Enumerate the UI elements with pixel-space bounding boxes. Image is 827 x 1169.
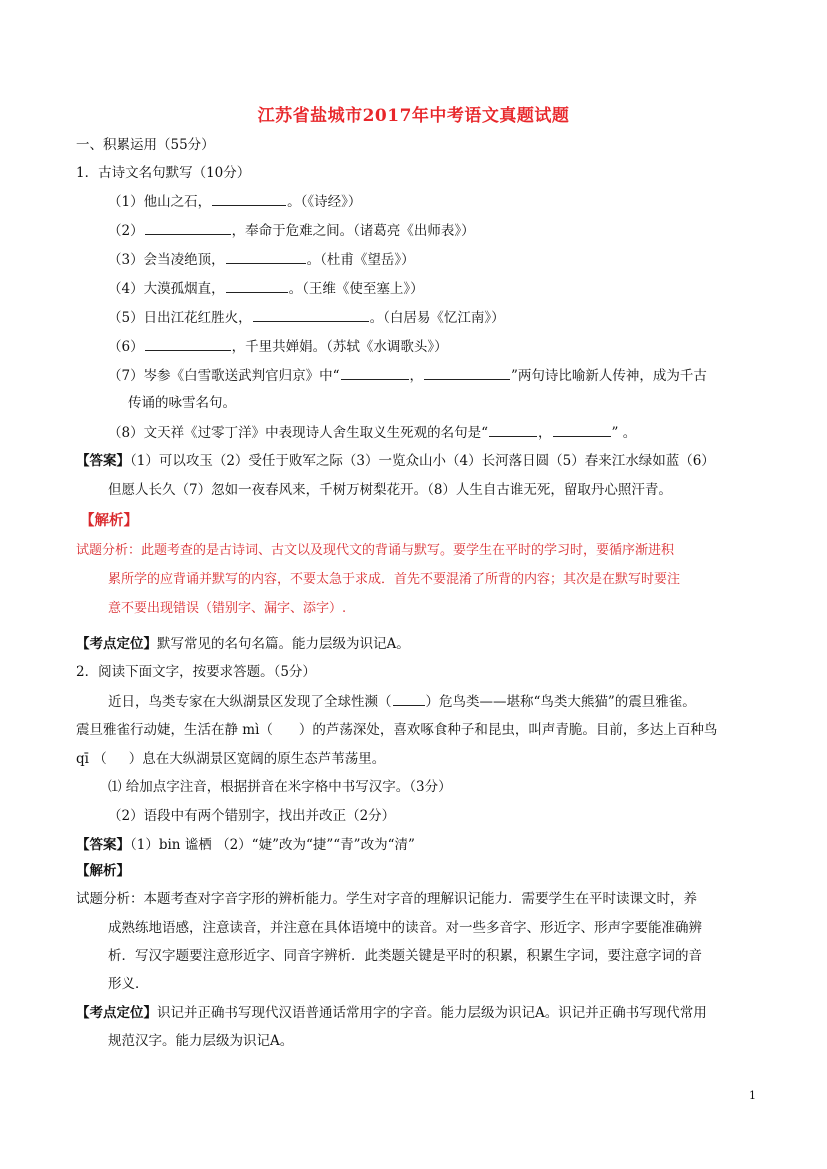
q1-item-4-post: 。（王维《使至塞上》）	[288, 281, 424, 297]
q1-item-6	[108, 337, 448, 356]
q1-item-7-post: ”两句诗比喻新人传神，成为千古	[511, 368, 707, 384]
q1-item-5	[108, 308, 505, 327]
q2-paragraph-line-2	[76, 721, 717, 739]
q1-item-4	[108, 279, 424, 298]
q1-item-2	[108, 221, 475, 240]
kaodian-text: 识记并正确书写现代汉语普通话常用字的字音。能力层级为识记A。识记并正确书写现代常用	[157, 1005, 707, 1021]
q1-analysis-label: 【解析】	[80, 512, 138, 529]
answer-blank	[553, 423, 611, 437]
q1-item-8	[108, 423, 636, 442]
q1-item-6-post: ，千里共婵娟。（苏轼《水调歌头》）	[231, 339, 448, 355]
answer-blank	[341, 366, 409, 380]
q1-item-1	[108, 192, 361, 211]
q1-item-1-post: 。（《诗经》）	[287, 194, 362, 210]
q1-item-8-post: ” 。	[611, 425, 637, 441]
q2-p3-a: qī （	[76, 751, 107, 767]
answer-blank	[145, 337, 231, 351]
kaodian-label: 【考点定位】	[76, 636, 157, 652]
q1-item-6-pre: （6）	[108, 339, 144, 355]
section-heading: 一、积累运用（55分）	[76, 137, 215, 153]
q1-item-7-continued: 传诵的咏雪名句。	[128, 395, 236, 411]
q2-p1-b: ）危鸟类——堪称“鸟类大熊猫”的震旦雅雀。	[425, 694, 696, 710]
q1-item-5-post: 。（白居易《忆江南》）	[369, 310, 505, 326]
q1-item-4-pre: （4）大漠孤烟直，	[108, 281, 225, 297]
q2-sub-question-1: ⑴ 给加点字注音，根据拼音在米字格中书写汉字。（3分）	[108, 779, 452, 795]
q1-item-7-mid: ，	[409, 368, 423, 384]
q2-paragraph-line-3	[76, 750, 385, 768]
document-title: 江苏省盐城市2017年中考语文真题试题	[257, 106, 570, 126]
q1-answer-line-1	[76, 452, 715, 470]
q1-item-2-pre: （2）	[108, 223, 144, 239]
q2-p2-b: ）的芦荡深处，喜欢啄食种子和昆虫，叫声青脆。目前，多达上百种鸟	[298, 722, 718, 738]
q1-item-5-pre: （5）日出江花红胜火，	[108, 310, 252, 326]
q2-kaodian-line-2: 规范汉字。能力层级为识记A。	[108, 1033, 294, 1049]
answer-blank	[424, 366, 510, 380]
q1-kaodian	[76, 635, 410, 653]
kaodian-text: 默写常见的名句名篇。能力层级为识记A。	[157, 636, 410, 652]
answer-blank	[253, 308, 369, 322]
q2-paragraph-line-1	[108, 692, 696, 711]
page-number: 1	[749, 1089, 756, 1102]
q2-p3-b: ）息在大纵湖景区宽阔的原生态芦苇荡里。	[128, 751, 386, 767]
q1-analysis-line-3: 意不要出现错误（错别字、漏字、添字）.	[108, 601, 347, 616]
q1-item-1-pre: （1）他山之石，	[108, 194, 212, 210]
answer-blank	[145, 221, 231, 235]
q2-analysis-line-2: 成熟练地语感，注意读音，并注意在具体语境中的读音。对一些多音字、形近字、形声字要能准确辨	[108, 920, 702, 936]
answer-blank	[212, 192, 286, 206]
answer-blank	[489, 423, 537, 437]
answer-blank	[226, 279, 288, 293]
q2-answer	[76, 836, 415, 854]
answer-blank	[393, 692, 425, 706]
answer-label: 【答案】	[76, 453, 130, 469]
q2-analysis-line-1: 试题分析：本题考查对字音字形的辨析能力。学生对字音的理解识记能力．需要学生在平时读课文时，养	[76, 891, 697, 907]
answer-blank	[226, 250, 306, 264]
q2-analysis-label: 【解析】	[76, 863, 130, 879]
q2-kaodian-line-1	[76, 1004, 707, 1022]
q2-p1-a: 近日，鸟类专家在大纵湖景区发现了全球性濒（	[108, 694, 392, 710]
q1-item-7	[108, 366, 707, 385]
question-2-heading: 2．阅读下面文字，按要求答题。（5分）	[76, 664, 316, 680]
q1-analysis-line-1: 试题分析：此题考查的是古诗词、古文以及现代文的背诵与默写。要学生在平时的学习时，要循序渐进积	[76, 543, 675, 558]
q1-item-7-pre: （7）岑参《白雪歌送武判官归京》中“	[108, 368, 340, 384]
q1-item-8-pre: （8）文天祥《过零丁洋》中表现诗人舍生取义生死观的名句是“	[108, 425, 488, 441]
answer-text: （1）bin 谧栖 （2）“婕”改为“捷”“青”改为“清”	[130, 837, 415, 853]
q1-analysis-line-2: 累所学的应背诵并默写的内容，不要太急于求成．首先不要混淆了所背的内容；其次是在默写时要注	[108, 572, 681, 587]
q1-item-8-mid: ，	[538, 425, 552, 441]
q2-analysis-line-4: 形义．	[108, 976, 149, 992]
answer-label: 【答案】	[76, 837, 130, 853]
q2-p2-a: 震旦雅雀行动婕，生活在静 mì（	[76, 722, 273, 738]
kaodian-label: 【考点定位】	[76, 1005, 157, 1021]
q1-item-2-post: ，奉命于危难之间。（诸葛亮《出师表》）	[231, 223, 475, 239]
question-1-heading: 1．古诗文名句默写（10分）	[76, 165, 251, 181]
q1-item-3-post: 。（杜甫《望岳》）	[306, 252, 415, 268]
q1-answer-line-2: 但愿人长久（7）忽如一夜春风来，千树万树梨花开。（8）人生自古谁无死，留取丹心照汗青。	[108, 482, 672, 498]
answer-text: （1）可以攻玉（2）受任于败军之际（3）一览众山小（4）长河落日圆（5）春来江水绿如蓝（6）	[130, 453, 715, 469]
q1-item-3	[108, 250, 415, 269]
q2-analysis-line-3: 析．写汉字题要注意形近字、同音字辨析．此类题关键是平时的积累，积累生字词，要注意字词的音	[108, 948, 702, 964]
q2-sub-question-2: （2）语段中有两个错别字，找出并改正（2分）	[108, 808, 396, 824]
q1-item-3-pre: （3）会当凌绝顶，	[108, 252, 225, 268]
